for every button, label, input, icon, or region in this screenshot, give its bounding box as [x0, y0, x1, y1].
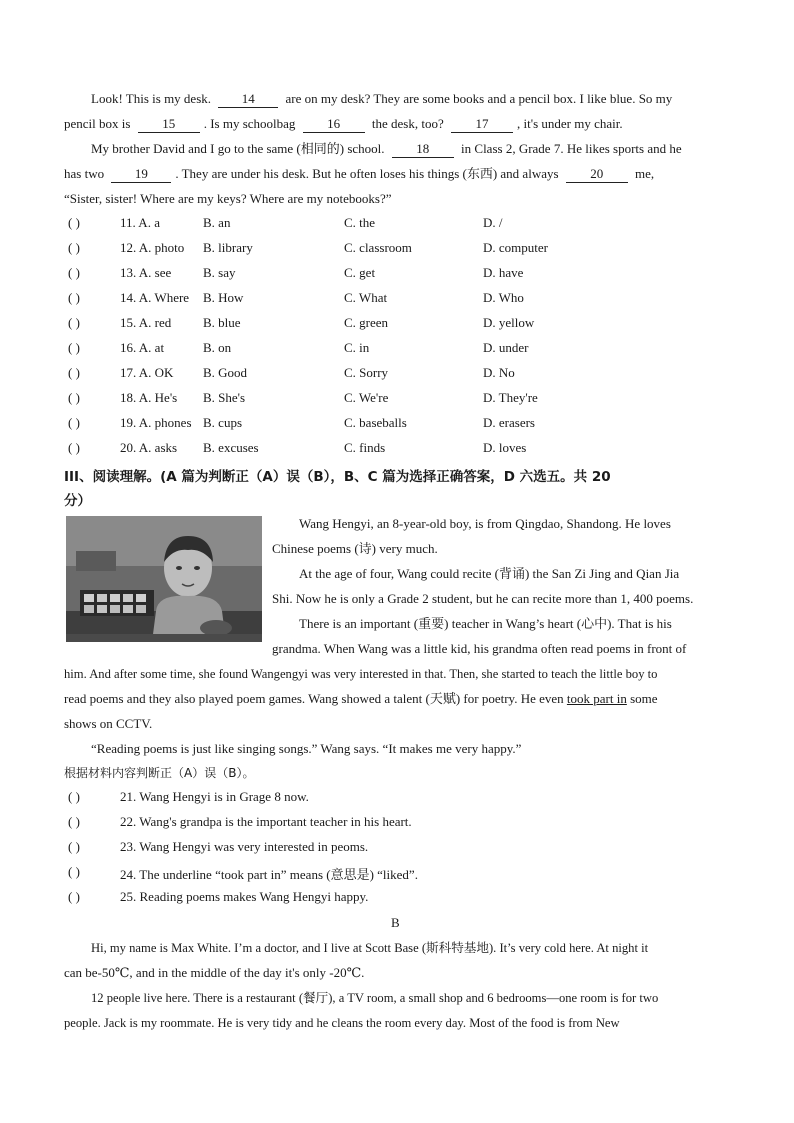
option-d: D. yellow	[483, 315, 535, 330]
reading-text: read poems and they also played poem games. Wang showed a talent (天赋) for poetry. He even	[64, 691, 564, 706]
option-b: B. on	[203, 340, 232, 355]
cloze-line-1	[91, 90, 672, 108]
blank-17: 17	[451, 116, 513, 133]
reading-a-line: “Reading poems is just like singing songs.” Wang says. “It makes me very happy.”	[91, 741, 522, 756]
instruction-text: 根据材料内容判断正（A）误（B）。	[64, 766, 255, 780]
option-d: D. /	[483, 215, 503, 230]
option-c: C. finds	[344, 440, 386, 455]
blank-14: 14	[218, 91, 278, 108]
reading-text: some	[630, 691, 658, 706]
reading-a-line: grandma. When Wang was a little kid, his grandma often read poems in front of	[272, 641, 687, 656]
cloze-text: in Class 2, Grade 7. He likes sports and he	[461, 141, 682, 156]
option-a: 11. A. a	[120, 215, 160, 230]
reading-a-line: There is an important (重要) teacher in Wang’s heart (心中). That is his	[299, 616, 672, 631]
passage-label: B	[391, 915, 400, 930]
answer-paren[interactable]: ( )	[68, 440, 80, 455]
option-a: 19. A. phones	[120, 415, 192, 430]
option-d: D. computer	[483, 240, 548, 255]
cloze-line-5: “Sister, sister! Where are my keys? Where are my notebooks?”	[64, 191, 392, 206]
answer-paren[interactable]: ( )	[68, 240, 80, 255]
option-c: C. the	[344, 215, 376, 230]
option-b: B. Good	[203, 365, 248, 380]
option-d: D. under	[483, 340, 529, 355]
reading-b-line: can be-50℃, and in the middle of the day it's only -20℃.	[64, 965, 365, 980]
option-a: 15. A. red	[120, 315, 172, 330]
answer-paren[interactable]: ( )	[68, 340, 80, 355]
answer-paren[interactable]: ( )	[68, 315, 80, 330]
answer-paren[interactable]: ( )	[68, 864, 80, 879]
option-b: B. excuses	[203, 440, 259, 455]
reading-a-line: At the age of four, Wang could recite (背诵) the San Zi Jing and Qian Jia	[299, 566, 680, 581]
section-heading-cont: 分）	[64, 493, 91, 509]
answer-paren[interactable]: ( )	[68, 265, 80, 280]
reading-a-line: him. And after some time, she found Wangengyi was very interested in that. Then, she started to teach the little boy to	[64, 667, 658, 681]
cloze-text: pencil box is	[64, 116, 131, 131]
option-c: C. Sorry	[344, 365, 389, 380]
option-c: C. classroom	[344, 240, 412, 255]
underlined-phrase: took part in	[566, 691, 627, 706]
blank-20: 20	[566, 166, 628, 183]
option-a: 18. A. He's	[120, 390, 178, 405]
blank-19: 19	[111, 166, 171, 183]
cloze-text: . Is my schoolbag	[203, 116, 296, 131]
answer-paren[interactable]: ( )	[68, 889, 80, 904]
reading-b-line: people. Jack is my roommate. He is very tidy and he cleans the room every day. Most of the food is from New	[64, 1016, 620, 1030]
reading-a-line: shows on CCTV.	[64, 716, 153, 731]
option-b: B. How	[203, 290, 244, 305]
option-a: 16. A. at	[120, 340, 165, 355]
blank-18: 18	[392, 141, 454, 158]
question-text: 24. The underline “took part in” means (意思是) “liked”.	[120, 867, 418, 882]
cloze-text: Look! This is my desk.	[91, 91, 212, 106]
option-a: 13. A. see	[120, 265, 172, 280]
blank-16: 16	[303, 116, 365, 133]
option-a: 17. A. OK	[120, 365, 174, 380]
reading-a-line: Shi. Now he is only a Grade 2 student, but he can recite more than 1, 400 poems.	[272, 591, 694, 606]
option-c: C. What	[344, 290, 388, 305]
answer-paren[interactable]: ( )	[68, 365, 80, 380]
question-text: 23. Wang Hengyi was very interested in peoms.	[120, 839, 369, 854]
option-a: 14. A. Where	[120, 290, 190, 305]
cloze-text: , it's under my chair.	[517, 116, 623, 131]
answer-paren[interactable]: ( )	[68, 215, 80, 230]
option-b: B. cups	[203, 415, 242, 430]
option-b: B. blue	[203, 315, 241, 330]
cloze-line-2	[64, 115, 623, 133]
answer-paren[interactable]: ( )	[68, 814, 80, 829]
cloze-text: . They are under his desk. But he often loses his things (东西) and always	[175, 166, 559, 181]
reading-a-line: Wang Hengyi, an 8-year-old boy, is from Qingdao, Shandong. He loves	[299, 516, 671, 531]
option-b: B. library	[203, 240, 253, 255]
option-d: D. They're	[483, 390, 538, 405]
option-c: C. baseballs	[344, 415, 407, 430]
answer-paren[interactable]: ( )	[68, 290, 80, 305]
option-d: D. erasers	[483, 415, 535, 430]
cloze-line-4	[64, 165, 654, 183]
option-b: B. an	[203, 215, 231, 230]
boy-photo-image	[66, 516, 262, 642]
option-b: B. She's	[203, 390, 246, 405]
option-b: B. say	[203, 265, 236, 280]
reading-a-line: Chinese poems (诗) very much.	[272, 541, 438, 556]
reading-b-line: Hi, my name is Max White. I’m a doctor, and I live at Scott Base (斯科特基地). It’s very cold here. At night it	[91, 941, 649, 955]
section-heading: III、阅读理解。(A 篇为判断正（A）误（B），B、C 篇为选择正确答案，D 六选五。共 20	[64, 469, 611, 485]
answer-paren[interactable]: ( )	[68, 415, 80, 430]
reading-b-line: 12 people live here. There is a restaurant (餐厅), a TV room, a small shop and 6 bedrooms—one room is for two	[91, 991, 659, 1005]
cloze-text: My brother David and I go to the same (相同的) school.	[91, 141, 385, 156]
option-a: 12. A. photo	[120, 240, 185, 255]
cloze-text: me,	[635, 166, 655, 181]
cloze-text: the desk, too?	[371, 116, 444, 131]
cloze-line-3	[91, 140, 682, 158]
option-c: C. in	[344, 340, 370, 355]
reading-a-line	[64, 690, 658, 708]
question-text: 22. Wang's grandpa is the important teacher in his heart.	[120, 814, 412, 829]
option-c: C. get	[344, 265, 376, 280]
boy-photo-illustration	[66, 516, 262, 642]
answer-paren[interactable]: ( )	[68, 390, 80, 405]
option-d: D. loves	[483, 440, 527, 455]
blank-15: 15	[138, 116, 200, 133]
option-a: 20. A. asks	[120, 440, 178, 455]
option-d: D. have	[483, 265, 524, 280]
answer-paren[interactable]: ( )	[68, 839, 80, 854]
cloze-text: has two	[64, 166, 105, 181]
option-c: C. We're	[344, 390, 389, 405]
option-d: D. No	[483, 365, 515, 380]
answer-paren[interactable]: ( )	[68, 789, 80, 804]
question-text: 21. Wang Hengyi is in Grage 8 now.	[120, 789, 309, 804]
question-text: 25. Reading poems makes Wang Hengyi happy.	[120, 889, 369, 904]
option-d: D. Who	[483, 290, 524, 305]
option-c: C. green	[344, 315, 389, 330]
cloze-text: are on my desk? They are some books and a pencil box. I like blue. So my	[285, 91, 673, 106]
